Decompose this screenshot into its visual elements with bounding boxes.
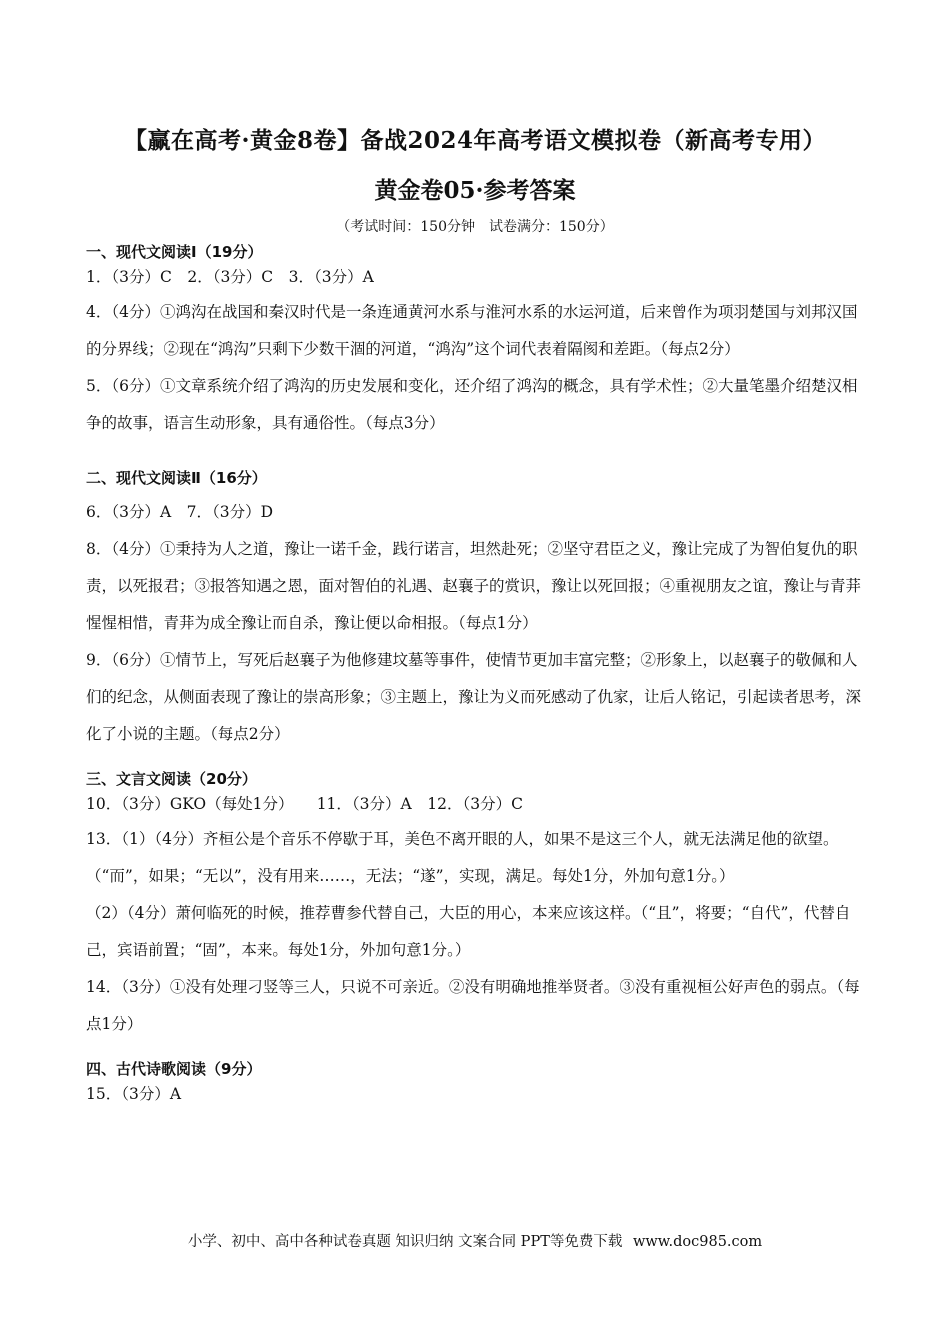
answer-line: 10．（3分）GKO（每处1分） 11．（3分）A 12．（3分）C <box>86 795 523 813</box>
section-heading: 二、现代文阅读Ⅱ（16分） <box>86 469 267 487</box>
answer-content <box>86 240 866 1107</box>
answer-paragraph: （2）（4分）萧何临死的时候，推荐曹参代替自己，大臣的用心，本来应该这样。（“且”，将要；“自代”，代替自己，宾语前置；“固”，本来。每处1分，外加句意1分。） <box>86 904 851 959</box>
answer-line: 1．（3分）C 2．（3分）C 3．（3分）A <box>86 268 374 286</box>
section-heading: 三、文言文阅读（20分） <box>86 770 257 788</box>
answer-paragraph: 8．（4分）①秉持为人之道，豫让一诺千金，践行诺言，坦然赴死；②坚守君臣之义，豫让完成了为智伯复仇的职责，以死报君；③报答知遇之恩，面对智伯的礼遇、赵襄子的赏识，豫让以死回报；④重视朋友之谊，豫让与青荓惺惺相惜，青荓为成全豫让而自杀，豫让便以命相报。（每点1分） <box>86 540 862 632</box>
answer-paragraph: 14．（3分）①没有处理刁竖等三人，只说不可亲近。②没有明确地推举贤者。③没有重视桓公好声色的弱点。（每点1分） <box>86 978 860 1033</box>
answer-paragraph: 9．（6分）①情节上，写死后赵襄子为他修建坟墓等事件，使情节更加丰富完整；②形象上，以赵襄子的敬佩和人们的纪念，从侧面表现了豫让的崇高形象；③主题上，豫让为义而死感动了仇家，让后人铭记，引起读者思考，深化了小说的主题。（每点2分） <box>86 651 862 743</box>
page-footer <box>0 1230 950 1251</box>
spacer <box>86 1043 866 1057</box>
section-heading: 一、现代文阅读Ⅰ（19分） <box>86 243 263 261</box>
exam-info: （考试时间：150分钟 试卷满分：150分） <box>336 219 614 235</box>
document-subtitle: 黄金卷05·参考答案 <box>374 177 576 204</box>
answer-line: 6．（3分）A 7．（3分）D <box>86 503 274 521</box>
answer-paragraph: 5．（6分）①文章系统介绍了鸿沟的历史发展和变化，还介绍了鸿沟的概念，具有学术性；②大量笔墨介绍楚汉相争的故事，语言生动形象，具有通俗性。（每点3分） <box>86 377 858 432</box>
answer-paragraph: 4．（4分）①鸿沟在战国和秦汉时代是一条连通黄河水系与淮河水系的水运河道，后来曾作为项羽楚国与刘邦汉国的分界线；②现在“鸿沟”只剩下少数干涸的河道，“鸿沟”这个词代表着隔阂和差距。（每点2分） <box>86 303 858 358</box>
answer-line: 15．（3分）A <box>86 1085 182 1103</box>
document-title: 【赢在高考·黄金8卷】备战2024年高考语文模拟卷（新高考专用） <box>123 127 827 154</box>
footer-url[interactable]: www.doc985.com <box>632 1234 763 1250</box>
spacer <box>86 753 866 767</box>
answer-paragraph: 13．（1）（4分）齐桓公是个音乐不停歇于耳，美色不离开眼的人，如果不是这三个人，就无法满足他的欲望。（“而”，如果；“无以”，没有用来……，无法；“遂”，实现，满足。每处1分，外加句意1分。） <box>86 830 839 885</box>
footer-text: 小学、初中、高中各种试卷真题 知识归纳 文案合同 PPT等免费下载 <box>187 1234 623 1250</box>
spacer <box>86 442 866 466</box>
section-heading: 四、古代诗歌阅读（9分） <box>86 1060 262 1078</box>
